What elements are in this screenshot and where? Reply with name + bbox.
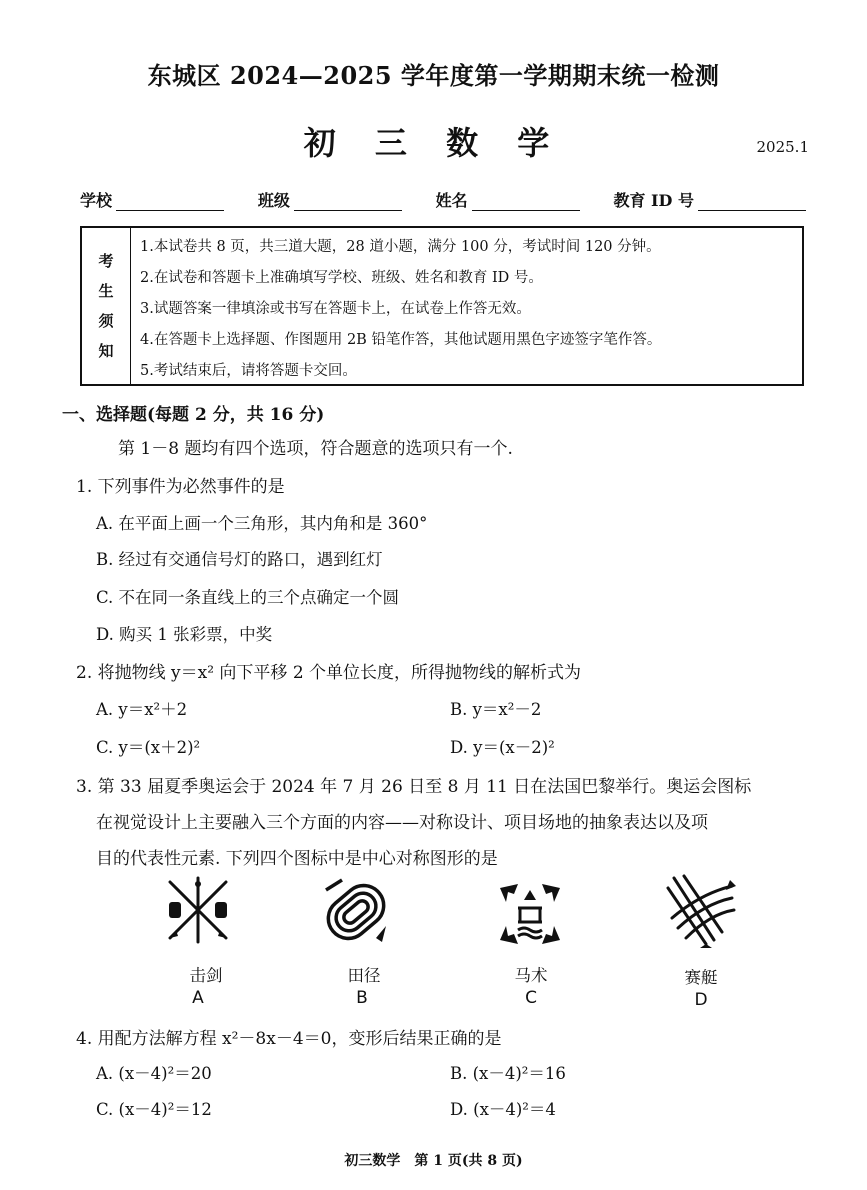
notice-rule: 3.试题答案一律填涂或书写在答题卡上，在试卷上作答无效。 (140, 301, 531, 317)
student-info-row (80, 188, 806, 211)
exam-title: 东城区 2024—2025 学年度第一学期期末统一检测 (147, 61, 720, 90)
q2-option-d[interactable]: D. y＝(x－2)² (450, 738, 555, 757)
q2-option-b[interactable]: B. y＝x²－2 (450, 700, 542, 719)
rowing-icon[interactable] (664, 874, 736, 952)
fencing-icon[interactable] (162, 874, 234, 950)
exam-date: 2025.1 (756, 138, 809, 156)
school-label: 学校 (80, 191, 113, 210)
fencing-caption: 击剑 (189, 966, 223, 985)
q1-option-a[interactable]: A. 在平面上画一个三角形，其内角和是 360° (96, 514, 428, 533)
notice-rule: 4.在答题卡上选择题、作图题用 2B 铅笔作答，其他试题用黑色字迹签字笔作答。 (140, 332, 662, 348)
q3-option-c[interactable]: C (525, 988, 537, 1008)
notice-side-char: 知 (98, 342, 114, 360)
section-heading: 一、选择题(每题 2 分，共 16 分) (62, 405, 325, 425)
notice-side-label (82, 228, 131, 384)
q1-option-c[interactable]: C. 不在同一条直线上的三个点确定一个圆 (96, 588, 400, 607)
q4-option-a[interactable]: A. (x－4)²＝20 (96, 1064, 212, 1083)
q1-option-b[interactable]: B. 经过有交通信号灯的路口，遇到红灯 (96, 550, 383, 569)
name-label: 姓名 (435, 191, 468, 210)
q4-option-d[interactable]: D. (x－4)²＝4 (450, 1100, 556, 1119)
q4-stem: 4. 用配方法解方程 x²－8x－4＝0，变形后结果正确的是 (76, 1029, 502, 1049)
page-footer: 初三数学 第 1 页(共 8 页) (344, 1153, 523, 1169)
q2-stem: 2. 将抛物线 y＝x² 向下平移 2 个单位长度，所得抛物线的解析式为 (76, 663, 582, 683)
name-blank[interactable] (472, 190, 580, 211)
q2-option-a[interactable]: A. y＝x²＋2 (96, 700, 188, 719)
exam-notice-box (80, 226, 804, 386)
notice-rules (140, 232, 661, 387)
school-field[interactable] (80, 188, 224, 211)
athletics-caption: 田径 (347, 966, 381, 985)
q3-stem-line: 目的代表性元素. 下列四个图标中是中心对称图形的是 (96, 849, 498, 869)
equestrian-caption: 马术 (514, 966, 548, 985)
equestrian-icon[interactable] (494, 878, 566, 954)
q1-option-d[interactable]: D. 购买 1 张彩票，中奖 (96, 625, 273, 644)
section-intro: 第 1－8 题均有四个选项，符合题意的选项只有一个. (118, 439, 513, 459)
q2-option-c[interactable]: C. y＝(x＋2)² (96, 738, 201, 757)
q3-option-b[interactable]: B (356, 988, 368, 1008)
q3-stem-line: 在视觉设计上主要融入三个方面的内容——对称设计、项目场地的抽象表达以及项 (96, 813, 708, 833)
q4-option-b[interactable]: B. (x－4)²＝16 (450, 1064, 566, 1083)
notice-rule: 2.在试卷和答题卡上准确填写学校、班级、姓名和教育 ID 号。 (140, 270, 543, 286)
school-blank[interactable] (116, 190, 224, 211)
rowing-caption: 赛艇 (684, 968, 718, 987)
edu-id-label: 教育 ID 号 (613, 191, 694, 210)
q3-stem-line: 3. 第 33 届夏季奥运会于 2024 年 7 月 26 日至 8 月 11 日在法国巴黎举行。奥运会图标 (76, 777, 752, 797)
q1-stem: 1. 下列事件为必然事件的是 (76, 477, 285, 497)
q3-option-a[interactable]: A (192, 988, 204, 1008)
q4-option-c[interactable]: C. (x－4)²＝12 (96, 1100, 212, 1119)
class-label: 班级 (257, 191, 290, 210)
notice-rule: 5.考试结束后，请将答题卡交回。 (140, 363, 357, 379)
q3-option-d[interactable]: D (694, 990, 708, 1010)
edu-id-blank[interactable] (698, 190, 806, 211)
notice-rule: 1.本试卷共 8 页，共三道大题，28 道小题，满分 100 分，考试时间 120 分钟。 (140, 239, 661, 255)
notice-side-char: 须 (98, 312, 114, 330)
subject-title: 初 三 数 学 (303, 124, 564, 162)
edu-id-field[interactable] (613, 188, 806, 211)
name-field[interactable] (436, 188, 580, 211)
class-blank[interactable] (294, 190, 402, 211)
notice-side-char: 生 (98, 282, 114, 300)
class-field[interactable] (258, 188, 402, 211)
notice-side-char: 考 (98, 252, 114, 270)
athletics-track-icon[interactable] (320, 876, 392, 952)
